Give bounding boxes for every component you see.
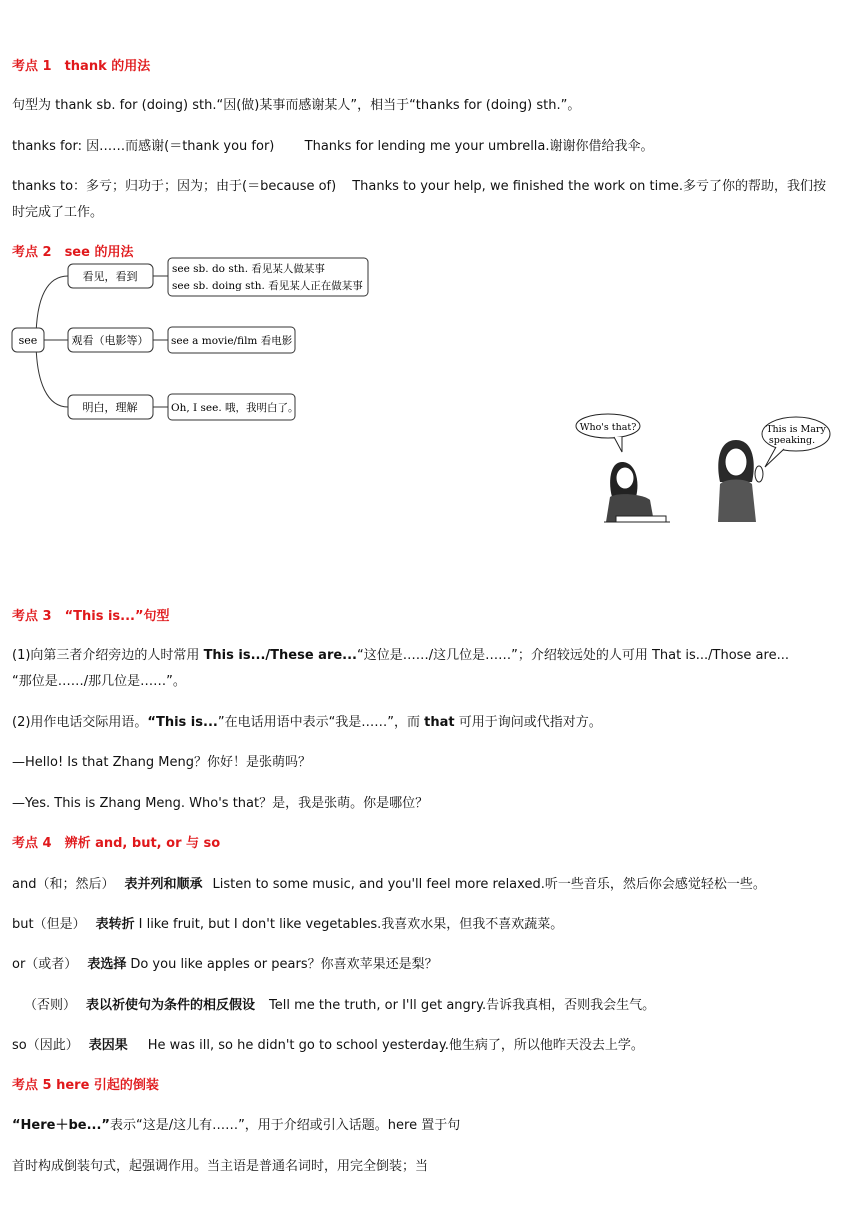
branch-2-line-1: see a movie/film 看电影 [171,335,293,347]
section-title-2: 考点 2 see 的用法 [12,245,134,260]
root-label: see [18,334,38,347]
or-line [12,955,852,975]
p2-lead: (2)用作电话交际用语。 [12,715,148,730]
phone-call-illustration [570,412,840,527]
so-usage: 表因果 [88,1038,128,1053]
branch-label-1: 看见，看到 [82,270,138,283]
or-otherwise-word: （否则） [24,998,77,1013]
or-otherwise-example: Tell me the truth, or I'll get angry.告诉我真相，否则我会生气。 [269,998,656,1013]
branch-3-line-1: Oh, I see. 哦，我明白了。 [171,402,299,414]
branch-1-line-2: see sb. doing sth. 看见某人正在做某事 [172,280,363,292]
or-otherwise-usage: 表以祈使句为条件的相反假设 [86,998,256,1013]
section-title-4: 考点 4 辨析 and, but, or 与 so [12,836,221,851]
thanks-to-example-cont: 时完成了工作。 [12,205,104,220]
section-title-1: 考点 1 thank 的用法 [12,59,151,74]
branch-see-watch [68,327,295,353]
here-line-1 [12,1116,852,1136]
bubble-mary-2: speaking. [768,435,816,446]
girl-left-figure [604,462,670,522]
p2-that: that [424,715,455,730]
this-is-point-2 [12,713,852,733]
so-example: He was ill, so he didn't go to school yesterday.他生病了，所以他昨天没去上学。 [147,1038,644,1053]
p1-cont: “那位是……/那几位是……”。 [12,674,186,689]
p2-end: 可用于询问或代指对方。 [454,715,602,730]
or-otherwise-line [24,996,852,1016]
thanks-to-def: thanks to：多亏；归功于；因为；由于(＝because of) [12,179,337,194]
or-example: Do you like apples or pears？你喜欢苹果还是梨？ [130,957,438,972]
speech-bubble-right [762,417,830,467]
bubble-who: Who's that? [579,422,637,433]
and-word: and（和；然后） [12,877,115,892]
and-usage: 表并列和顺承 [124,877,203,892]
dialogue-line-1: —Hello! Is that Zhang Meng？你好！是张萌吗？ [12,755,312,770]
root-node [12,328,44,352]
here-pattern: “Here＋be...” [12,1118,110,1133]
branch-see-understand [68,394,299,420]
but-usage: 表转折 [95,917,135,932]
see-mind-map [8,256,378,426]
and-line [12,875,852,895]
branch-label-2: 观看（电影等） [71,334,149,347]
thank-pattern: 句型为 thank sb. for (doing) sth.“因(做)某事而感谢某人”，相当于“thanks for (doing) sth.”。 [12,98,581,113]
thanks-for-def: thanks for: 因……而感谢(＝thank you for) [12,139,275,154]
p1-lead: (1)向第三者介绍旁边的人时常用 [12,648,204,663]
but-word: but（但是） [12,917,86,932]
dialogue-line-2: —Yes. This is Zhang Meng. Who's that？是，我是张萌。你是哪位？ [12,796,429,811]
but-example: I like fruit, but I don't like vegetables.我喜欢水果，但我不喜欢蔬菜。 [138,917,564,932]
and-example: Listen to some music, and you'll feel more relaxed.听一些音乐，然后你会感觉轻松一些。 [212,877,766,892]
so-word: so（因此） [12,1038,79,1053]
thanks-for-line [12,137,852,157]
thanks-to-paragraph [12,174,852,226]
p2-mid: ”在电话用语中表示“我是……”，而 [217,715,425,730]
p1-rest: “这位是……/这几位是……”；介绍较远处的人可用 That is.../Those are... [357,648,789,663]
this-is-point-1 [12,643,852,695]
p1-bold: This is.../These are... [203,648,357,663]
section-title-3: 考点 3 “This is...”句型 [12,609,170,624]
here-desc: 表示“这是/这儿有……”，用于介绍或引入话题。here 置于句 [109,1118,461,1133]
branch-label-3: 明白，理解 [82,401,138,414]
section-title-5: 考点 5 here 引起的倒装 [12,1078,159,1093]
bubble-mary-1: This is Mary [766,424,826,435]
or-word: or（或者） [12,957,78,972]
p2-bold: “This is... [147,715,218,730]
or-usage: 表选择 [87,957,127,972]
branch-1-line-1: see sb. do sth. 看见某人做某事 [172,263,325,275]
but-line [12,915,852,935]
so-line [12,1036,852,1056]
here-line-2: 首时构成倒装句式，起强调作用。当主语是普通名词时，用完全倒装；当 [12,1159,429,1174]
thanks-to-example: Thanks to your help, we finished the work on time.多亏了你的帮助，我们按 [352,179,827,194]
branch-see-look [68,258,368,296]
thanks-for-example: Thanks for lending me your umbrella.谢谢你借给我伞。 [304,139,654,154]
girl-right-figure [718,440,763,522]
speech-bubble-left [576,414,640,452]
